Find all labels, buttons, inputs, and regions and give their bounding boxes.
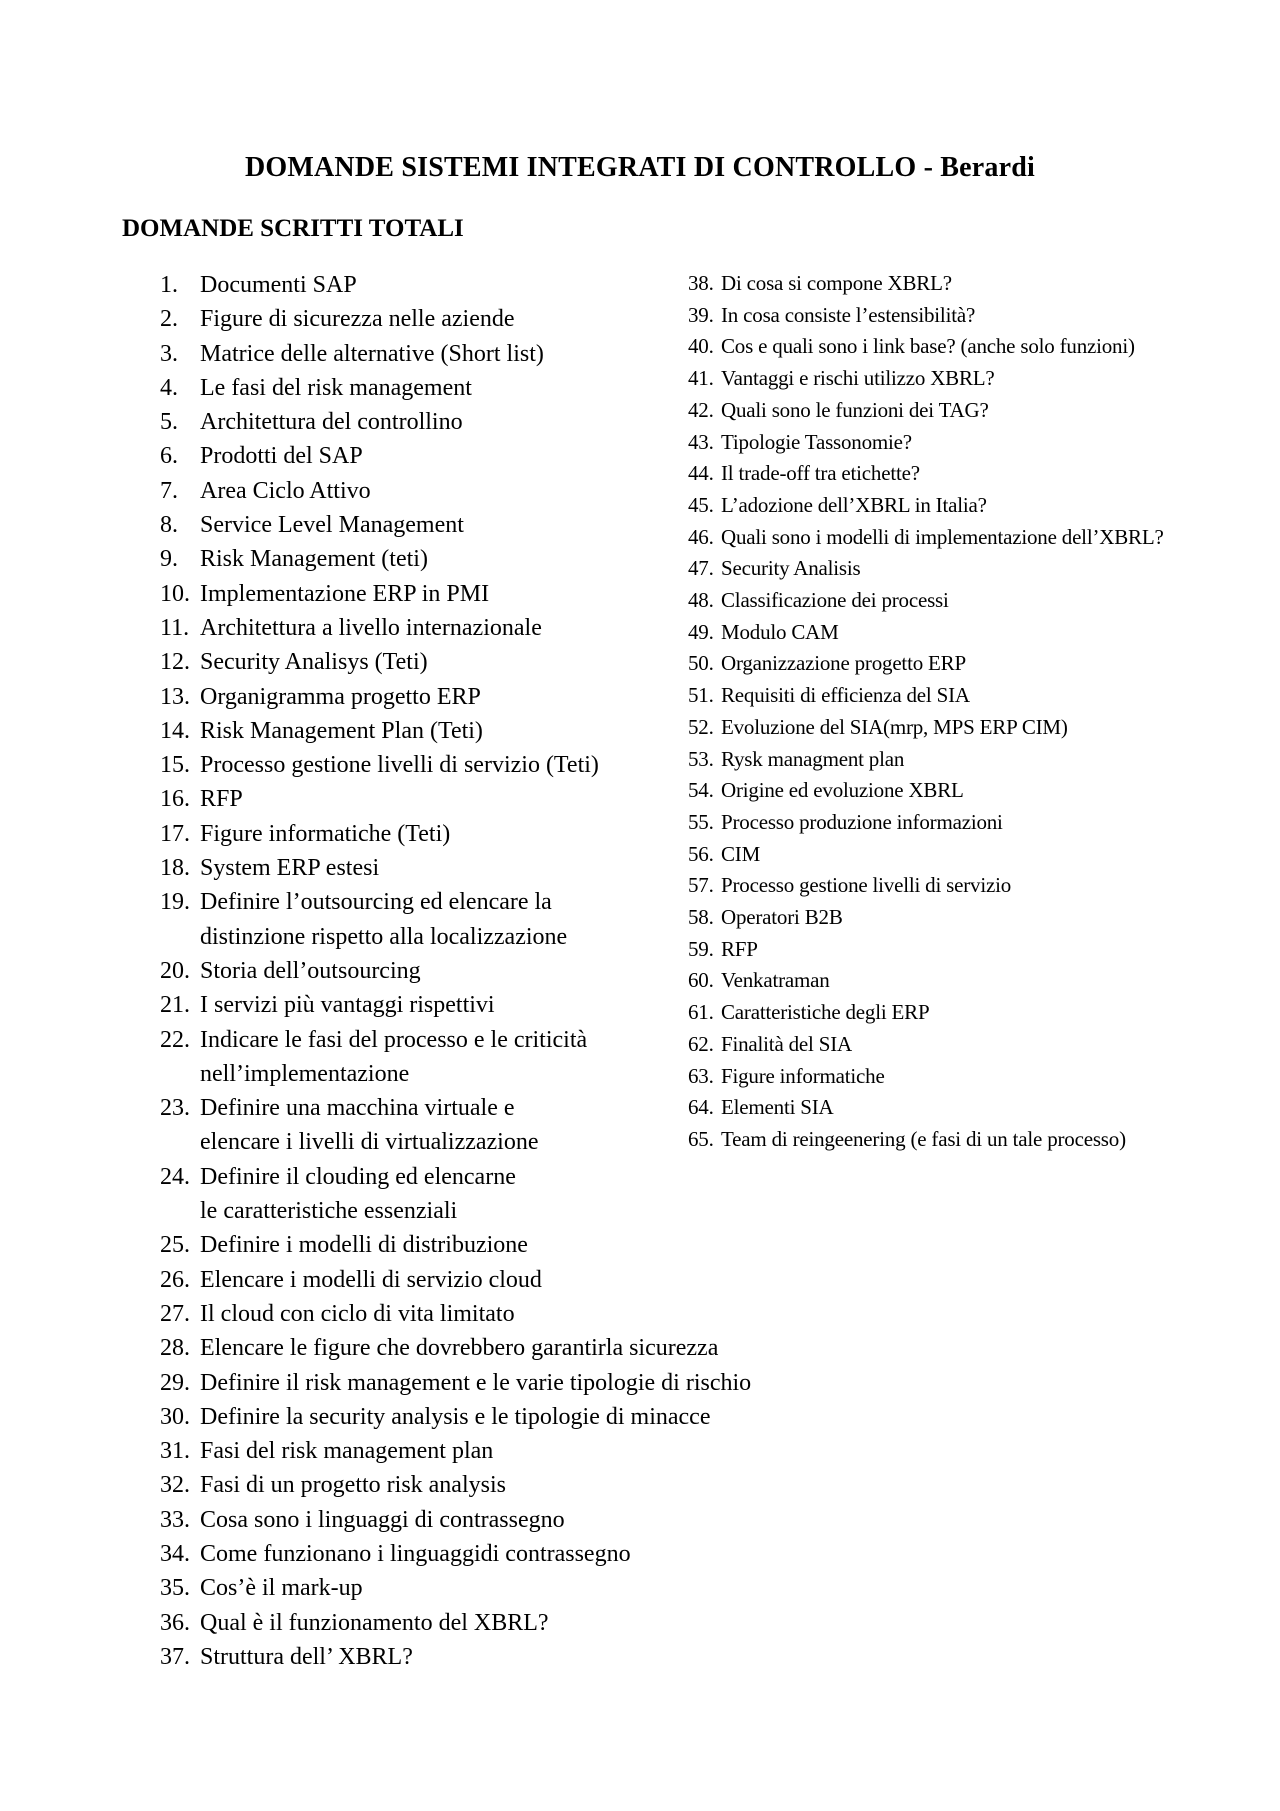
question-item [688,331,1248,363]
question-text [721,331,1248,363]
question-number: 10. [160,580,190,607]
question-text [721,1061,1248,1093]
question-number: 58. [688,905,714,930]
question-item [688,1092,1248,1124]
question-text [721,870,1248,902]
question-number: 36. [160,1609,190,1636]
question-number: 45. [688,492,714,517]
question-number: 44. [688,461,714,486]
question-text-line: Matrice delle alternative (Short list) [200,340,544,367]
question-text [200,1537,820,1571]
question-text-line: I servizi più vantaggi rispettivi [200,992,495,1019]
question-text-line: Architettura a livello internazionale [200,614,542,641]
question-number: 1. [160,272,178,298]
question-number: 23. [160,1095,190,1122]
question-text-continuation: le caratteristiche essenziali [200,1198,458,1225]
question-text [200,1297,820,1331]
question-text [200,1434,820,1468]
question-item [160,1297,820,1331]
question-text-line: Evoluzione del SIA(mrp, MPS ERP CIM) [721,714,1068,739]
question-text-line: L’adozione dell’XBRL in Italia? [721,492,987,517]
question-text [721,458,1248,490]
question-text [200,1366,820,1400]
question-item [688,458,1248,490]
question-item [688,1124,1248,1156]
question-item [688,775,1248,807]
question-item [688,807,1248,839]
question-number: 25. [160,1232,190,1259]
question-item [160,1400,820,1434]
question-number: 12. [160,649,190,676]
question-text-line: Service Level Management [200,512,464,539]
question-text [721,807,1248,839]
question-number: 48. [688,588,714,613]
question-text-line: Elencare le figure che dovrebbero garantirla sicurezza [200,1335,719,1362]
question-number: 38. [688,271,714,295]
question-item [160,1537,820,1571]
question-text-line: Definire la security analysis e le tipologie di minacce [200,1403,711,1430]
question-text-line: Operatori B2B [721,905,843,930]
question-item [688,363,1248,395]
question-number: 35. [160,1575,190,1602]
question-text-line: Organigramma progetto ERP [200,683,481,710]
question-text [721,775,1248,807]
question-text-line: Elementi SIA [721,1095,834,1120]
question-item [688,965,1248,997]
question-item [688,300,1248,332]
question-number: 31. [160,1438,190,1465]
question-text-line: Definire una macchina virtuale e [200,1095,515,1122]
question-text [200,1400,820,1434]
question-number: 19. [160,889,190,916]
question-number: 20. [160,957,190,984]
question-number: 46. [688,524,714,549]
question-number: 33. [160,1506,190,1533]
question-number: 3. [160,340,178,367]
question-number: 5. [160,409,178,436]
question-number: 30. [160,1403,190,1430]
question-text [721,712,1248,744]
question-text [721,1029,1248,1061]
question-item [688,839,1248,871]
question-number: 50. [688,651,714,676]
question-text [721,300,1248,332]
question-text-line: Definire i modelli di distribuzione [200,1232,528,1259]
question-number: 54. [688,778,714,803]
question-text-line: Processo produzione informazioni [721,809,1003,834]
question-number: 29. [160,1369,190,1396]
question-text [721,648,1248,680]
question-number: 40. [688,334,714,359]
question-item [688,522,1248,554]
question-number: 28. [160,1335,190,1362]
question-text-line: Figure informatiche [721,1063,885,1088]
question-text [721,902,1248,934]
question-number: 47. [688,556,714,581]
question-item [688,617,1248,649]
question-text-line: Storia dell’outsourcing [200,957,421,984]
question-text-line: Implementazione ERP in PMI [200,580,490,607]
question-text-line: Fasi di un progetto risk analysis [200,1472,506,1499]
question-text-line: Risk Management Plan (Teti) [200,717,483,744]
question-number: 26. [160,1266,190,1293]
question-item [160,1263,820,1297]
question-text-line: Qual è il funzionamento del XBRL? [200,1609,549,1636]
question-number: 22. [160,1026,190,1053]
question-text-line: Cosa sono i linguaggi di contrassegno [200,1506,565,1533]
question-item [688,712,1248,744]
question-text-line: Area Ciclo Attivo [200,477,371,504]
question-item [160,1606,820,1640]
question-item [688,1029,1248,1061]
question-text-line: Tipologie Tassonomie? [721,429,912,454]
question-text-line: Le fasi del risk management [200,374,472,401]
question-text-line: Definire il clouding ed elencarne [200,1163,516,1190]
question-item [160,1640,820,1674]
question-item [688,902,1248,934]
question-number: 42. [688,397,714,422]
question-text [200,1571,820,1605]
question-number: 62. [688,1031,714,1056]
question-item [160,1331,820,1365]
question-text-line: Classificazione dei processi [721,588,949,613]
question-text [200,1228,820,1262]
question-number: 55. [688,809,714,834]
question-item [160,1366,820,1400]
question-text-line: Cos e quali sono i link base? (anche solo funzioni) [721,334,1135,359]
question-text [200,1640,820,1674]
question-text [721,680,1248,712]
question-item [160,1571,820,1605]
section-subtitle: DOMANDE SCRITTI TOTALI [122,215,464,242]
question-item [160,1468,820,1502]
question-item [688,680,1248,712]
question-text [721,839,1248,871]
question-text-line: Prodotti del SAP [200,443,363,470]
question-item [688,268,1248,300]
question-text-line: Quali sono le funzioni dei TAG? [721,397,989,422]
question-text [200,1263,820,1297]
question-item [688,427,1248,459]
question-number: 53. [688,746,714,771]
question-text-line: Documenti SAP [200,272,357,298]
question-item [688,553,1248,585]
question-number: 11. [160,614,190,641]
question-number: 43. [688,429,714,454]
question-text [721,363,1248,395]
question-number: 14. [160,717,190,744]
question-text-line: Processo gestione livelli di servizio [721,873,1012,898]
question-text-line: Rysk managment plan [721,746,905,771]
question-number: 21. [160,992,190,1019]
question-number: 32. [160,1472,190,1499]
question-text [721,997,1248,1029]
question-number: 59. [688,936,714,961]
question-item [688,490,1248,522]
question-text-line: Team di reingeenering (e fasi di un tale processo) [721,1126,1126,1151]
question-text [721,490,1248,522]
question-text-line: Vantaggi e rischi utilizzo XBRL? [721,366,995,391]
question-text [200,1331,820,1365]
question-text [721,585,1248,617]
question-item [160,1160,820,1229]
question-text-line: Architettura del controllino [200,409,463,436]
question-item [688,1061,1248,1093]
question-item [160,1228,820,1262]
question-text-line: Il trade-off tra etichette? [721,461,920,486]
question-text [721,617,1248,649]
question-number: 49. [688,619,714,644]
question-number: 18. [160,855,190,882]
question-text-line: Origine ed evoluzione XBRL [721,778,964,803]
question-text [721,522,1248,554]
document-title: DOMANDE SISTEMI INTEGRATI DI CONTROLLO - Berardi [244,152,1036,183]
question-number: 8. [160,512,178,539]
question-number: 52. [688,714,714,739]
question-text-line: Security Analisis [721,556,861,581]
question-text-line: System ERP estesi [200,855,380,882]
question-item [688,744,1248,776]
question-item [160,1503,820,1537]
question-text-line: Caratteristiche degli ERP [721,1000,930,1025]
question-number: 65. [688,1126,714,1151]
question-text-continuation: distinzione rispetto alla localizzazione [200,923,568,950]
question-item [688,934,1248,966]
question-number: 60. [688,968,714,993]
question-text [200,1503,820,1537]
question-text [721,427,1248,459]
question-number: 2. [160,306,178,333]
question-number: 37. [160,1643,190,1670]
question-number: 57. [688,873,714,898]
question-text-line: Cos’è il mark-up [200,1575,363,1602]
question-text [721,965,1248,997]
question-text [721,553,1248,585]
question-item [688,585,1248,617]
question-text [200,1160,820,1229]
question-number: 64. [688,1095,714,1120]
question-number: 39. [688,302,714,327]
question-number: 13. [160,683,190,710]
question-text [721,934,1248,966]
question-text-line: Figure di sicurezza nelle aziende [200,306,515,333]
question-item [688,870,1248,902]
question-text-line: RFP [721,936,758,961]
question-text-line: Indicare le fasi del processo e le criticità [200,1026,588,1053]
question-item [160,1434,820,1468]
question-text-line: Fasi del risk management plan [200,1438,494,1465]
question-text-line: Finalità del SIA [721,1031,852,1056]
question-text-line: Organizzazione progetto ERP [721,651,966,676]
question-text-line: Venkatraman [721,968,830,993]
question-number: 56. [688,841,714,866]
question-number: 15. [160,752,190,779]
question-text-line: Risk Management (teti) [200,546,428,573]
question-text-line: Processo gestione livelli di servizio (Teti) [200,752,599,779]
question-text [721,268,1248,300]
question-number: 51. [688,683,714,708]
question-text [200,1606,820,1640]
question-text-line: In cosa consiste l’estensibilità? [721,302,976,327]
question-text-line: Elencare i modelli di servizio cloud [200,1266,542,1293]
question-number: 24. [160,1163,190,1190]
question-number: 16. [160,786,190,813]
question-text-line: Quali sono i modelli di implementazione dell’XBRL? [721,524,1164,549]
question-text-line: CIM [721,841,761,866]
question-text-line: Il cloud con ciclo di vita limitato [200,1300,515,1327]
question-item [688,395,1248,427]
question-text [721,1092,1248,1124]
question-number: 34. [160,1540,190,1567]
question-text [721,395,1248,427]
question-text-line: Figure informatiche (Teti) [200,820,451,847]
question-item [688,648,1248,680]
question-text-continuation: nell’implementazione [200,1060,410,1087]
question-number: 41. [688,366,714,391]
question-number: 4. [160,374,178,401]
question-text-line: Security Analisys (Teti) [200,649,428,676]
question-text-line: Modulo CAM [721,619,839,644]
question-number: 61. [688,1000,714,1025]
question-text-line: Requisiti di efficienza del SIA [721,683,970,708]
question-text-line: Struttura dell’ XBRL? [200,1643,413,1670]
question-number: 6. [160,443,178,470]
questions-list-right [688,268,1248,1156]
question-text-line: Come funzionano i linguaggidi contrassegno [200,1540,631,1567]
question-text-line: Di cosa si compone XBRL? [721,271,952,295]
question-text-line: Definire il risk management e le varie tipologie di rischio [200,1369,752,1396]
question-text-line: RFP [200,786,243,813]
question-text-line: Definire l’outsourcing ed elencare la [200,889,552,916]
question-number: 27. [160,1300,190,1327]
question-number: 63. [688,1063,714,1088]
question-number: 17. [160,820,190,847]
question-text-continuation: elencare i livelli di virtualizzazione [200,1129,539,1156]
question-text [200,1468,820,1502]
question-number: 9. [160,546,178,573]
question-number: 7. [160,477,178,504]
question-text [721,744,1248,776]
question-text [721,1124,1248,1156]
question-item [688,997,1248,1029]
